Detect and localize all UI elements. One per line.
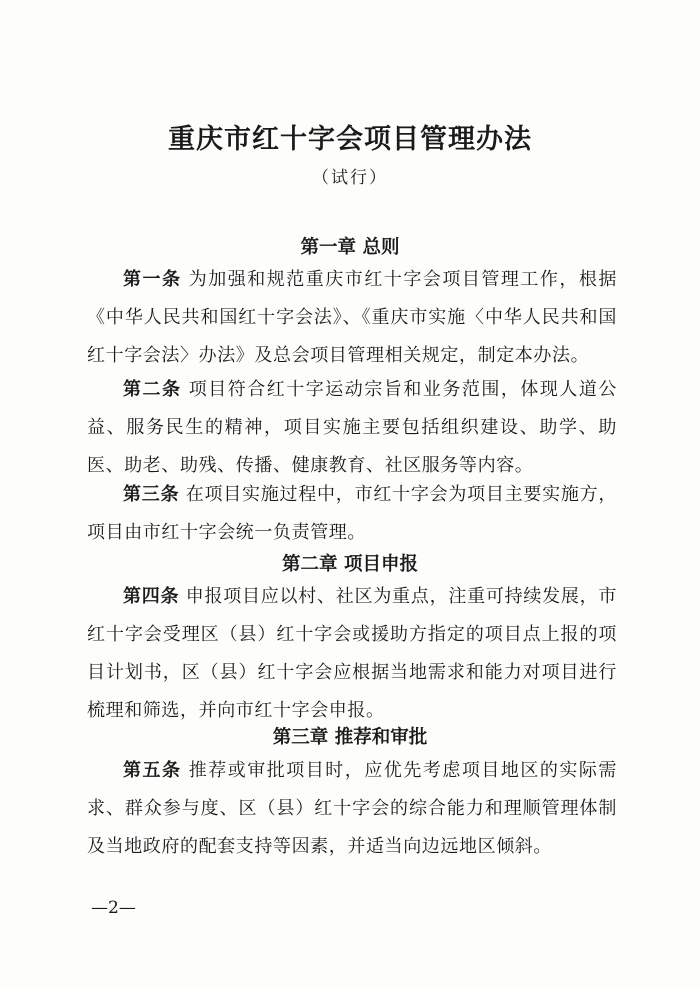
article-label: 第三条 xyxy=(123,484,180,505)
document-title: 重庆市红十字会项目管理办法 xyxy=(168,124,532,155)
document-subtitle: （试行） xyxy=(312,168,388,188)
page-number: —2— xyxy=(91,898,136,918)
chapter-heading: 第三章 推荐和审批 xyxy=(272,727,428,748)
article-paragraph xyxy=(87,476,617,552)
article-text: 项目符合红十字运动宗旨和业务范围，体现人道公益、服务民生的精神，项目实施主要包括组织建设、助学、助医、助老、助残、传播、健康教育、社区服务等内容。 xyxy=(87,379,617,476)
chapter-heading: 第一章 总则 xyxy=(300,237,400,258)
chapter-heading: 第二章 项目申报 xyxy=(282,554,418,575)
article-paragraph xyxy=(87,752,617,866)
article-text: 为加强和规范重庆市红十字会项目管理工作，根据《中华人民共和国红十字会法》、《重庆市实施〈中华人民共和国红十字会法〉办法》及总会项目管理相关规定，制定本办法。 xyxy=(87,269,617,366)
article-text: 推荐或审批项目时，应优先考虑项目地区的实际需求、群众参与度、区（县）红十字会的综合能力和理顺管理体制及当地政府的配套支持等因素，并适当向边远地区倾斜。 xyxy=(87,760,617,857)
article-paragraph xyxy=(87,578,617,730)
article-text: 申报项目应以村、社区为重点，注重可持续发展，市红十字会受理区（县）红十字会或援助方指定的项目点上报的项目计划书，区（县）红十字会应根据当地需求和能力对项目进行梳理和筛选，并向市红十字会申报。 xyxy=(87,586,617,721)
article-label: 第五条 xyxy=(123,760,182,781)
article-label: 第二条 xyxy=(123,379,182,400)
article-label: 第四条 xyxy=(123,586,180,607)
article-label: 第一条 xyxy=(123,269,182,290)
article-paragraph xyxy=(87,371,617,485)
article-text: 在项目实施过程中，市红十字会为项目主要实施方，项目由市红十字会统一负责管理。 xyxy=(87,484,617,543)
article-paragraph xyxy=(87,261,617,375)
